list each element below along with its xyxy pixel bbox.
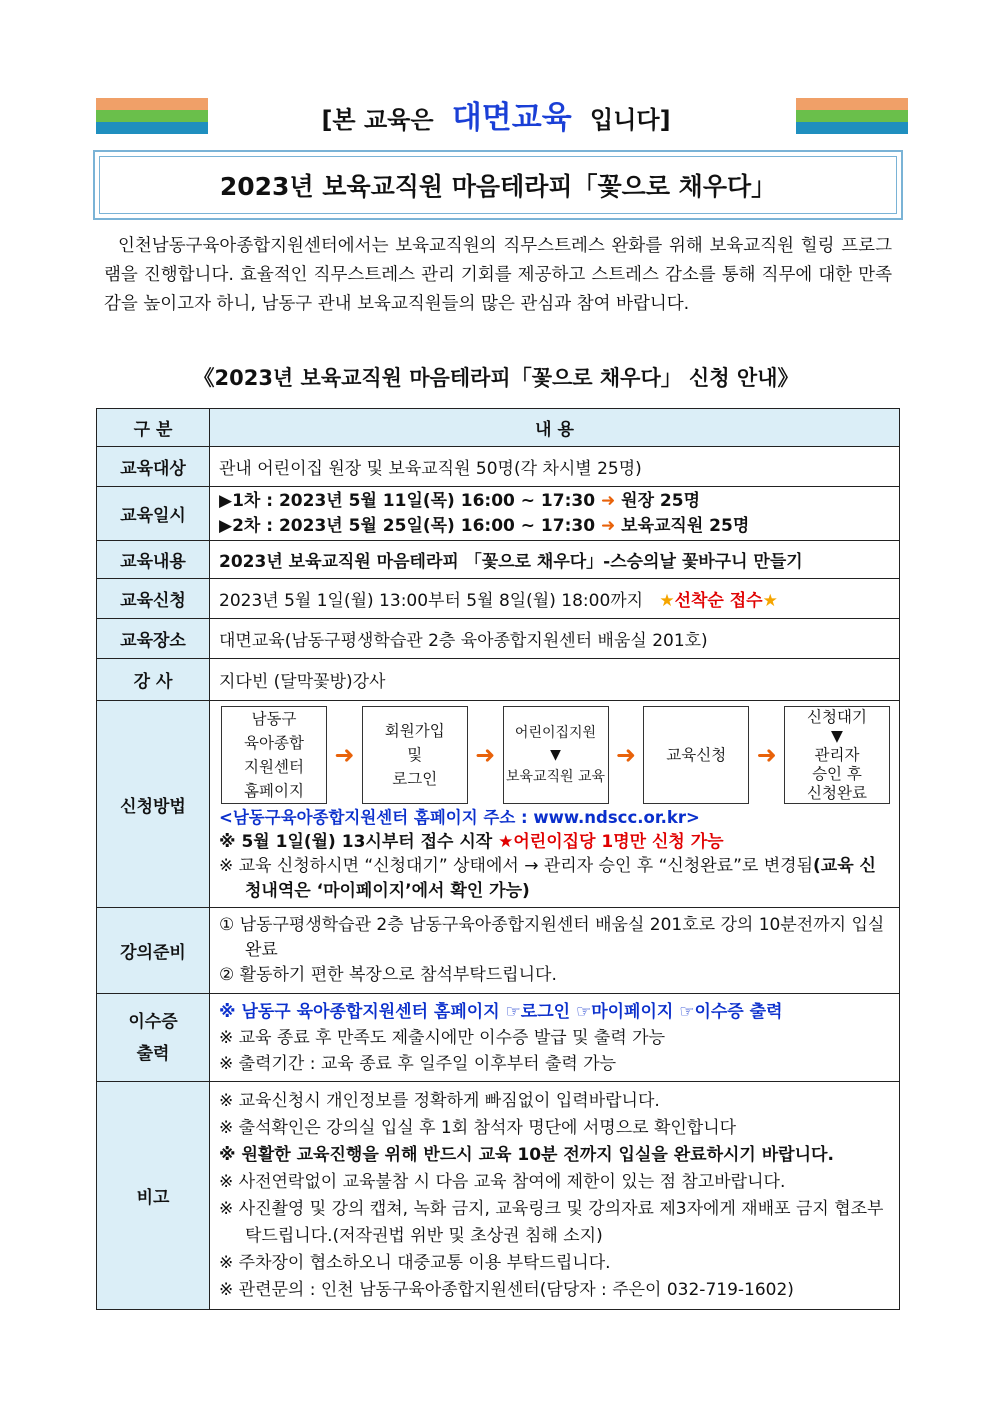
row-schedule <box>97 487 900 541</box>
label-lecturer: 강 사 <box>97 659 210 701</box>
remark-item: ※ 관련문의 : 인천 남동구육아종합지원센터(담당자 : 주은이 032-719-1602) <box>219 1279 794 1300</box>
note-2-mypage: (교육 신청내역은 ‘마이페이지’에서 확인 가능) <box>245 856 876 901</box>
step-line: 지원센터 <box>244 758 304 776</box>
value-target: 관내 어린이집 원장 및 보육교직원 50명(각 차시별 25명) <box>210 447 900 487</box>
value-certificate <box>210 994 900 1082</box>
prep-item-1: ① 남동구평생학습관 2층 남동구육아종합지원센터 배움실 201호로 강의 10분전까지 입실완료 <box>219 915 885 960</box>
label-place: 교육장소 <box>97 619 210 659</box>
banner-pre: [본 교육은 <box>321 106 434 134</box>
row-apply-period <box>97 579 900 619</box>
remark-item: ※ 교육신청시 개인정보를 정확하게 빠짐없이 입력바랍니다. <box>219 1090 660 1111</box>
remark-item: ※ 주차장이 협소하오니 대중교통 이용 부탁드립니다. <box>219 1252 611 1273</box>
step-line: 육아종합 <box>244 734 304 752</box>
apply-period-text: 2023년 5월 1일(월) 13:00부터 5월 8일(월) 18:00까지 <box>219 591 644 611</box>
session-1-target: 원장 25명 <box>621 490 700 511</box>
note-1-limit: 어린이집당 1명만 신청 가능 <box>513 832 724 852</box>
step-line: 신청대기 <box>807 707 867 726</box>
title-box <box>93 150 903 220</box>
step-line: 승인 후 <box>812 764 862 783</box>
label-certificate <box>97 994 210 1082</box>
certificate-line-2: ※ 교육 종료 후 만족도 제출시에만 이수증 발급 및 출력 가능 <box>219 1027 665 1048</box>
step-line: ▼ <box>831 726 843 745</box>
banner-highlight: 대면교육 <box>451 100 572 136</box>
star-icon: ★ <box>762 591 778 611</box>
flow-step-homepage <box>221 706 327 804</box>
flow-step-menu <box>503 706 609 804</box>
arrow-right-icon: ➜ <box>756 741 777 769</box>
certificate-line-3: ※ 출력기간 : 교육 종료 후 일주일 이후부터 출력 가능 <box>219 1053 617 1074</box>
flow-step-login <box>362 706 468 804</box>
row-prep <box>97 908 900 994</box>
value-lecturer: 지다빈 (달막꽃방)강사 <box>210 659 900 701</box>
value-place: 대면교육(남동구평생학습관 2층 육아종합지원센터 배움실 201호) <box>210 619 900 659</box>
row-lecturer <box>97 659 900 701</box>
step-line: 신청완료 <box>807 783 867 802</box>
session-2-time: ▶2차 : 2023년 5월 25일(목) 16:00 ~ 17:30 <box>219 515 596 536</box>
flow-step-apply <box>643 706 749 804</box>
star-icon: ★ <box>659 591 675 611</box>
note-1-start: ※ 5월 1일(월) 13시부터 접수 시작 <box>219 832 493 852</box>
label-method: 신청방법 <box>97 701 210 908</box>
value-prep <box>210 908 900 994</box>
session-1-time: ▶1차 : 2023년 5월 11일(목) 16:00 ~ 17:30 <box>219 490 596 511</box>
schedule-session-2 <box>219 514 890 539</box>
intro-paragraph: 인천남동구육아종합지원센터에서는 보육교직원의 직무스트레스 완화를 위해 보육교직원 힐링 프로그램을 진행합니다. 효율적인 직무스트레스 관리 기회를 제공하고 스트레스 감소를 통해 직무에 대한 만족감을 높이고자 하니, 남동구 관내 보육교직원들의 많은 관심과 참여 바랍니다. <box>104 236 892 314</box>
certificate-line-1: ※ 남동구 육아종합지원센터 홈페이지 ☞로그인 ☞마이페이지 ☞이수증 출력 <box>219 1001 783 1022</box>
arrow-right-icon: ➜ <box>600 490 616 511</box>
method-note-2 <box>219 854 890 904</box>
row-remarks <box>97 1082 900 1310</box>
step-line: 관리자 <box>814 745 860 764</box>
value-apply-period <box>210 579 900 619</box>
header-col-category: 구 분 <box>97 409 210 447</box>
note-2-text: ※ 교육 신청하시면 “신청대기” 상태에서 → 관리자 승인 후 “신청완료”로 변경됨 <box>219 856 813 876</box>
label-target: 교육대상 <box>97 447 210 487</box>
first-come-badge: 선착순 접수 <box>674 591 763 611</box>
apply-flow <box>219 704 890 806</box>
row-certificate <box>97 994 900 1082</box>
arrow-right-icon: ➜ <box>475 741 496 769</box>
row-content <box>97 541 900 579</box>
step-line: 어린이집지원 <box>514 725 597 741</box>
label-schedule: 교육일시 <box>97 487 210 541</box>
label-apply-period: 교육신청 <box>97 579 210 619</box>
session-2-target: 보육교직원 25명 <box>621 515 750 536</box>
step-line: 로그인 <box>392 770 438 788</box>
value-content: 2023년 보육교직원 마음테라피 「꽃으로 채우다」-스승의날 꽃바구니 만들기 <box>210 541 900 579</box>
method-note-1 <box>219 830 890 854</box>
star-icon: ★ <box>498 832 514 852</box>
label-certificate-2: 출력 <box>136 1043 170 1064</box>
remark-item: ※ 출석확인은 강의실 입실 후 1회 참석자 명단에 서명으로 확인합니다 <box>219 1117 737 1138</box>
arrow-right-icon: ➜ <box>600 515 616 536</box>
remark-item: ※ 사전연락없이 교육불참 시 다음 교육 참여에 제한이 있는 점 참고바랍니다. <box>219 1171 786 1192</box>
info-table <box>96 408 900 1310</box>
face-to-face-banner <box>0 98 992 140</box>
row-method <box>97 701 900 908</box>
value-method <box>210 701 900 908</box>
page-title: 2023년 보육교직원 마음테라피「꽃으로 채우다」 <box>99 156 897 214</box>
step-line: 교육신청 <box>666 746 727 764</box>
section-title: 《2023년 보육교직원 마음테라피「꽃으로 채우다」 신청 안내》 <box>193 366 799 390</box>
remark-item: ※ 원활한 교육진행을 위해 반드시 교육 10분 전까지 입실을 완료하시기 바랍니다. <box>219 1144 834 1165</box>
label-content: 교육내용 <box>97 541 210 579</box>
step-line: 회원가입 <box>384 722 445 740</box>
banner-post: 입니다] <box>590 106 671 134</box>
step-line: 남동구 <box>251 710 297 728</box>
arrow-right-icon: ➜ <box>615 741 636 769</box>
value-schedule <box>210 487 900 541</box>
label-remarks: 비고 <box>97 1082 210 1310</box>
label-certificate-1: 이수증 <box>128 1011 178 1032</box>
homepage-url: <남동구육아종합지원센터 홈페이지 주소 : www.ndscc.or.kr> <box>219 808 700 827</box>
value-remarks <box>210 1082 900 1310</box>
row-target <box>97 447 900 487</box>
prep-item-2: ② 활동하기 편한 복장으로 참석부탁드립니다. <box>219 965 557 985</box>
step-line: ▼ <box>550 747 561 763</box>
remark-item: ※ 사진촬영 및 강의 캡쳐, 녹화 금지, 교육링크 및 강의자료 제3자에게 재배포 금지 협조부탁드립니다.(저작권법 위반 및 초상권 침해 소지) <box>219 1198 884 1246</box>
row-place <box>97 619 900 659</box>
step-line: 보육교직원 교육 <box>505 769 606 785</box>
table-header-row <box>97 409 900 447</box>
arrow-right-icon: ➜ <box>334 741 355 769</box>
header-col-content: 내 용 <box>210 409 900 447</box>
label-prep: 강의준비 <box>97 908 210 994</box>
flow-step-approval <box>784 706 890 804</box>
step-line: 홈페이지 <box>244 782 304 800</box>
schedule-session-1 <box>219 489 890 514</box>
step-line: 및 <box>407 746 423 764</box>
